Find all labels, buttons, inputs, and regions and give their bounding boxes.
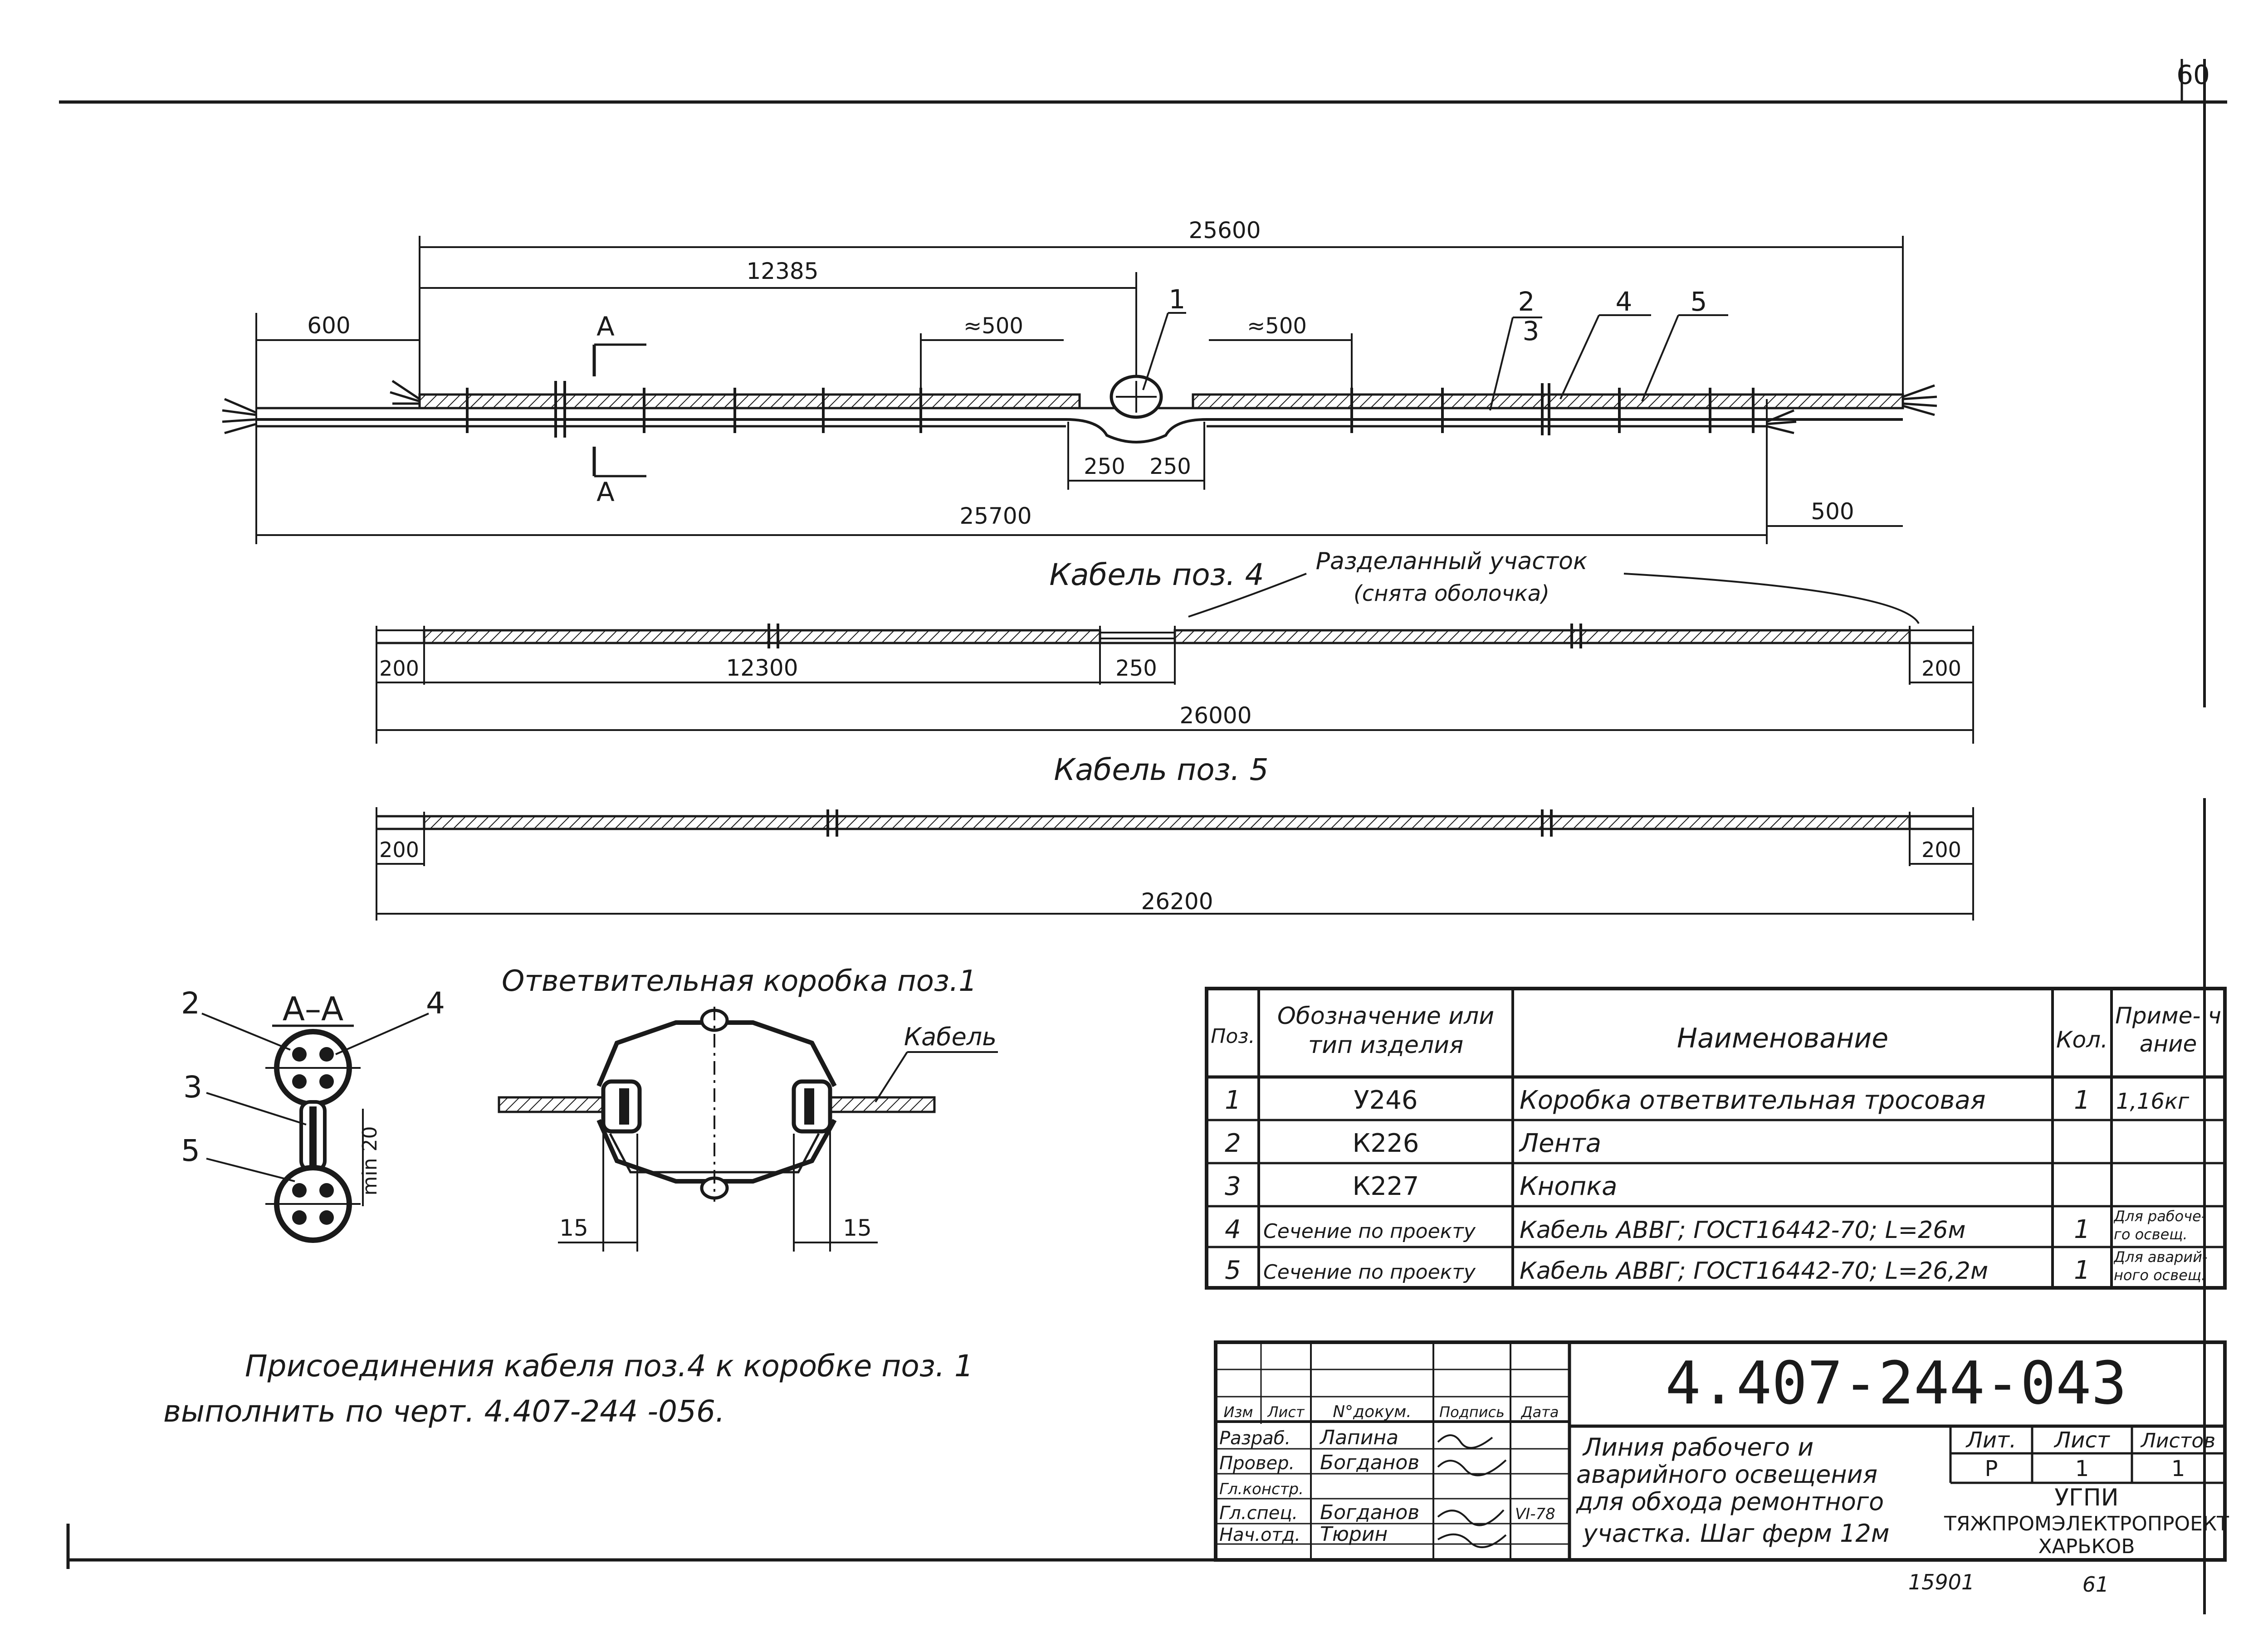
spec-header-note: Приме- чание xyxy=(2115,1003,2221,1057)
section-aa-label-3: 3 xyxy=(183,1070,202,1105)
tb-name-1: Лапина xyxy=(1320,1426,1399,1449)
connection-note xyxy=(163,1349,973,1429)
tb-col-date: Дата xyxy=(1521,1403,1559,1421)
page-number: 60 xyxy=(2176,59,2210,90)
junction-cable-label: Кабель xyxy=(904,1023,997,1051)
tb-role-1: Разраб. xyxy=(1219,1428,1291,1449)
spec-r5-name: Кабель АВВГ; ГОСТ16442-70; L=26,2м xyxy=(1520,1257,1989,1285)
dim-25600: 25600 xyxy=(1188,217,1261,244)
bottom-mark-1: 15901 xyxy=(1908,1570,1975,1594)
spec-r4-note: Для рабоче- го освещ. xyxy=(2114,1208,2207,1243)
callout-2: 2 xyxy=(1518,286,1535,317)
dim-600: 600 xyxy=(307,312,351,339)
tb-title-line-3: для обхода ремонтного xyxy=(1576,1487,1884,1516)
callout-5: 5 xyxy=(1690,286,1707,317)
cable4-dim-length: 12300 xyxy=(726,655,798,681)
cable-5-drawing xyxy=(376,752,1973,921)
cable5-dim-overall: 26200 xyxy=(1141,888,1213,915)
section-mark-top: А xyxy=(596,311,615,342)
note-line-1: Присоединения кабеля поз.4 к коробке поз. 1 xyxy=(245,1349,973,1384)
callout-4: 4 xyxy=(1615,286,1633,317)
cable4-dim-overall: 26000 xyxy=(1179,702,1252,729)
tb-col-izm: Изм xyxy=(1223,1403,1253,1421)
section-aa-label-5: 5 xyxy=(181,1133,200,1168)
section-aa-label-2: 2 xyxy=(181,986,200,1021)
tb-sheet-value: 1 xyxy=(2075,1456,2089,1481)
cable4-dim-strip: 250 xyxy=(1115,656,1157,681)
stripped-label-1: Разделанный участок xyxy=(1315,548,1588,575)
spec-header-name: Наименование xyxy=(1677,1023,1889,1054)
spec-header-pos: Поз. xyxy=(1211,1025,1255,1048)
section-mark-bottom: А xyxy=(596,477,615,507)
stripped-label-2: (снята оболочка) xyxy=(1354,581,1549,606)
main-assembly xyxy=(222,217,1937,544)
spec-header-qty: Кол. xyxy=(2056,1027,2108,1053)
dim-approx-left: ≈500 xyxy=(963,313,1023,339)
junction-box-detail xyxy=(499,965,998,1252)
dim-25700: 25700 xyxy=(959,503,1032,529)
dim-250-right: 250 xyxy=(1149,454,1191,479)
cable5-dim-left: 200 xyxy=(379,838,419,862)
tb-col-list: Лист xyxy=(1267,1403,1305,1421)
dim-approx-right: ≈500 xyxy=(1247,313,1307,339)
title-block xyxy=(1216,1342,2229,1560)
tb-role-5: Нач.отд. xyxy=(1219,1525,1301,1545)
signatures xyxy=(1438,1435,1506,1547)
callout-3: 3 xyxy=(1522,316,1540,346)
note-line-2: выполнить по черт. 4.407-244 -056. xyxy=(163,1394,725,1429)
tb-role-3: Гл.констр. xyxy=(1219,1480,1304,1498)
junction-dim-left: 15 xyxy=(559,1215,588,1241)
spec-r4-qty: 1 xyxy=(2074,1215,2090,1244)
dim-500: 500 xyxy=(1811,498,1854,525)
spec-header-designation: Обозначение или тип изделия xyxy=(1277,1003,1495,1059)
tb-role-4: Гл.спец. xyxy=(1219,1503,1298,1524)
spec-r5-qty: 1 xyxy=(2074,1256,2090,1285)
spec-r5-designation: Сечение по проекту xyxy=(1263,1261,1476,1284)
spec-r4-name: Кабель АВВГ; ГОСТ16442-70; L=26м xyxy=(1520,1217,1966,1244)
spec-r5-note: Для аварий- ного освещ. xyxy=(2114,1248,2208,1284)
tb-col-doc: N°докум. xyxy=(1333,1403,1412,1421)
cable5-dim-right: 200 xyxy=(1921,838,1961,862)
spec-r3-designation: К227 xyxy=(1352,1172,1419,1201)
dim-12385: 12385 xyxy=(746,258,819,284)
tb-org-line-2: ТЯЖПРОМЭЛЕКТРОПРОЕКТ xyxy=(1944,1512,2229,1535)
section-aa-min-dim: min 20 xyxy=(358,1126,381,1196)
tb-date-4: VI-78 xyxy=(1515,1505,1555,1523)
callout-1: 1 xyxy=(1168,284,1186,315)
bottom-mark-2: 61 xyxy=(2082,1572,2109,1597)
section-aa-title: А–А xyxy=(282,990,344,1028)
tb-lit-value: Р xyxy=(1984,1456,1998,1481)
spec-table xyxy=(1207,989,2225,1288)
cable4-dim-right: 200 xyxy=(1921,656,1961,681)
tb-lit-header: Лит. xyxy=(1966,1428,2017,1453)
cable-4-title: Кабель поз. 4 xyxy=(1049,557,1264,592)
dim-250-left: 250 xyxy=(1084,454,1125,479)
spec-r2-pos: 2 xyxy=(1225,1129,1241,1158)
spec-r1-pos: 1 xyxy=(1225,1086,1241,1115)
cable-5-title: Кабель поз. 5 xyxy=(1054,752,1269,787)
spec-r3-pos: 3 xyxy=(1225,1172,1241,1201)
spec-r1-name: Коробка ответвительная тросовая xyxy=(1520,1086,1986,1115)
tb-sheet-header: Лист xyxy=(2054,1428,2110,1453)
cable-4-drawing xyxy=(376,548,1973,744)
tb-col-sign: Подпись xyxy=(1439,1403,1505,1421)
spec-r1-qty: 1 xyxy=(2074,1086,2090,1115)
tb-name-4: Богданов xyxy=(1320,1501,1420,1524)
section-aa-label-4: 4 xyxy=(426,986,445,1021)
tb-org-line-3: ХАРЬКОВ xyxy=(2038,1535,2135,1558)
junction-dim-right: 15 xyxy=(843,1215,872,1241)
document-number: 4.407-244-043 xyxy=(1665,1349,2127,1418)
tb-title-line-2: аварийного освещения xyxy=(1576,1460,1878,1489)
tb-title-line-4: участка. Шаг ферм 12м xyxy=(1583,1519,1890,1548)
tb-sheets-header: Листов xyxy=(2141,1429,2216,1452)
tb-name-2: Богданов xyxy=(1320,1451,1420,1474)
tb-role-2: Провер. xyxy=(1219,1453,1295,1474)
tb-name-5: Тюрин xyxy=(1320,1523,1388,1546)
section-aa xyxy=(181,986,445,1240)
tb-sheets-value: 1 xyxy=(2171,1456,2185,1481)
spec-r4-designation: Сечение по проекту xyxy=(1263,1220,1476,1243)
spec-r2-designation: К226 xyxy=(1352,1129,1419,1158)
spec-r5-pos: 5 xyxy=(1225,1256,1241,1285)
junction-box-title: Ответвительная коробка поз.1 xyxy=(502,965,977,998)
tb-title-line-1: Линия рабочего и xyxy=(1583,1433,1814,1462)
spec-r1-designation: У246 xyxy=(1354,1086,1418,1115)
spec-r4-pos: 4 xyxy=(1225,1215,1241,1244)
spec-r1-note: 1,16кг xyxy=(2116,1089,2190,1114)
spec-r2-name: Лента xyxy=(1520,1129,1602,1158)
tb-org-line-1: УГПИ xyxy=(2054,1484,2119,1511)
spec-r3-name: Кнопка xyxy=(1520,1172,1618,1201)
cable4-dim-left: 200 xyxy=(379,656,419,681)
